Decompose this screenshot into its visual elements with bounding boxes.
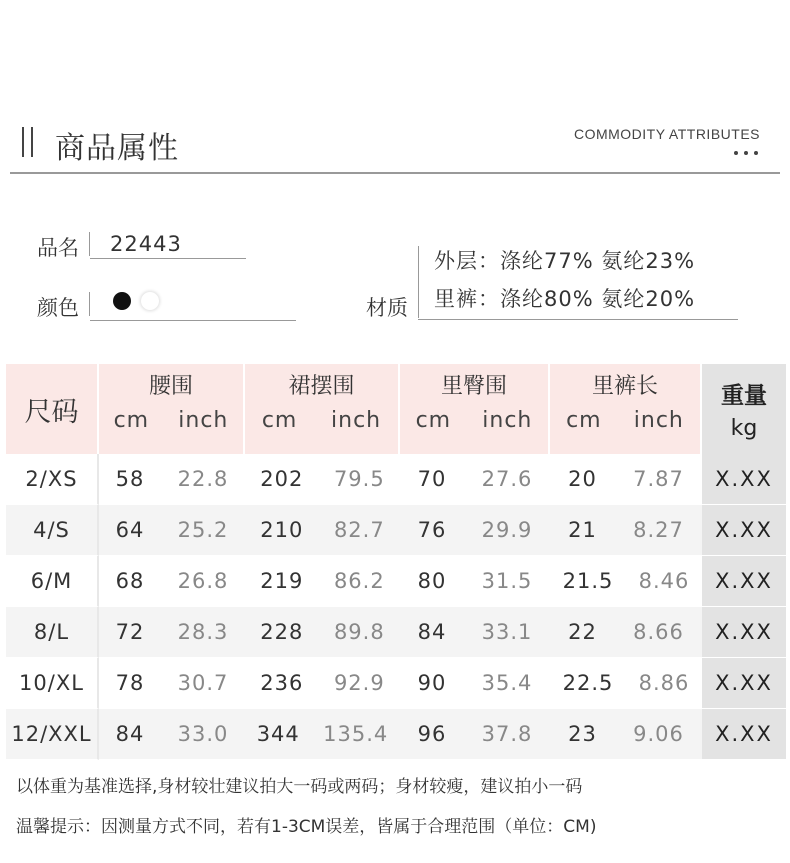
measure-cell bbox=[99, 607, 245, 658]
cm-value: 96 bbox=[417, 722, 447, 746]
measure-cell bbox=[99, 556, 245, 607]
material-label: 材质 bbox=[366, 296, 408, 320]
measure-cell bbox=[99, 454, 245, 505]
measure-cell bbox=[400, 505, 550, 556]
measure-cell bbox=[550, 454, 702, 505]
cm-value: 23 bbox=[568, 722, 597, 746]
size-cell: 4/S bbox=[6, 505, 99, 556]
name-label: 品名 bbox=[37, 236, 79, 260]
white-color-swatch bbox=[141, 292, 159, 310]
table-row bbox=[6, 556, 786, 607]
inner-shorts-length-header: 里裤长 cm inch bbox=[550, 364, 702, 454]
size-cell: 12/XXL bbox=[6, 709, 99, 760]
measure-cell bbox=[245, 607, 400, 658]
size-cell: 6/M bbox=[6, 556, 99, 607]
measurement-tip-note: 温馨提示：因测量方式不同，若有1-3CM误差，皆属于合理范围（单位：CM) bbox=[16, 817, 597, 837]
inch-value: 33.1 bbox=[481, 620, 533, 644]
table-row bbox=[6, 658, 786, 709]
measure-cell bbox=[400, 709, 550, 760]
material-line-lining: 里裤：涤纶80% 氨纶20% bbox=[434, 287, 696, 311]
measure-cell bbox=[99, 658, 245, 709]
weight-cell: X.XX bbox=[702, 505, 786, 556]
cm-value: 68 bbox=[115, 569, 145, 593]
inch-value: 33.0 bbox=[177, 722, 229, 746]
measure-cell bbox=[245, 709, 400, 760]
size-table bbox=[6, 364, 786, 760]
header-divider bbox=[10, 172, 780, 174]
section-subtitle: COMMODITY ATTRIBUTES bbox=[573, 126, 760, 142]
cm-value: 84 bbox=[115, 722, 145, 746]
weight-cell: X.XX bbox=[702, 709, 786, 760]
inch-value: 37.8 bbox=[481, 722, 533, 746]
name-underline bbox=[90, 258, 246, 259]
inch-value: 89.8 bbox=[333, 620, 385, 644]
measure-cell bbox=[550, 505, 702, 556]
inch-value: 35.4 bbox=[481, 671, 533, 695]
cm-value: 72 bbox=[115, 620, 145, 644]
cm-value: 236 bbox=[260, 671, 304, 695]
inner-hip-header: 里臀围 cm inch bbox=[400, 364, 550, 454]
cm-value: 80 bbox=[417, 569, 447, 593]
measure-cell bbox=[400, 658, 550, 709]
cm-value: 90 bbox=[417, 671, 447, 695]
size-advice-note: 以体重为基准选择,身材较壮建议拍大一码或两码；身材较瘦，建议拍小一码 bbox=[16, 777, 583, 797]
name-value: 22443 bbox=[110, 232, 182, 256]
weight-cell: X.XX bbox=[702, 454, 786, 505]
measure-cell bbox=[245, 454, 400, 505]
inch-value: 8.27 bbox=[633, 518, 684, 542]
table-header-row bbox=[6, 364, 786, 454]
more-dots-icon bbox=[734, 151, 760, 157]
inch-value: 30.7 bbox=[177, 671, 229, 695]
material-underline bbox=[418, 319, 738, 320]
inch-value: 82.7 bbox=[333, 518, 385, 542]
cm-value: 70 bbox=[417, 467, 447, 491]
inch-value: 135.4 bbox=[323, 722, 389, 746]
inch-value: 8.86 bbox=[638, 671, 690, 695]
table-row bbox=[6, 607, 786, 658]
measure-cell bbox=[99, 505, 245, 556]
cm-value: 202 bbox=[260, 467, 304, 491]
color-label: 颜色 bbox=[37, 296, 79, 320]
inch-value: 7.87 bbox=[633, 467, 684, 491]
material-divider bbox=[418, 246, 419, 318]
inch-value: 31.5 bbox=[481, 569, 533, 593]
inch-value: 29.9 bbox=[481, 518, 533, 542]
measure-cell bbox=[400, 454, 550, 505]
inch-value: 79.5 bbox=[333, 467, 385, 491]
measure-cell bbox=[245, 556, 400, 607]
waist-header: 腰围 cm inch bbox=[99, 364, 245, 454]
weight-header: 重量 kg bbox=[702, 364, 786, 454]
section-title: 商品属性 bbox=[55, 131, 179, 166]
size-cell: 8/L bbox=[6, 607, 99, 658]
inch-value: 28.3 bbox=[177, 620, 229, 644]
color-divider bbox=[89, 292, 90, 316]
inch-value: 27.6 bbox=[481, 467, 533, 491]
table-row bbox=[6, 454, 786, 505]
weight-cell: X.XX bbox=[702, 658, 786, 709]
cm-value: 228 bbox=[260, 620, 304, 644]
cm-value: 22.5 bbox=[562, 671, 614, 695]
cm-value: 58 bbox=[115, 467, 145, 491]
measure-cell bbox=[400, 607, 550, 658]
cm-value: 21 bbox=[568, 518, 597, 542]
inch-value: 8.46 bbox=[638, 569, 690, 593]
size-cell: 10/XL bbox=[6, 658, 99, 709]
inch-value: 26.8 bbox=[177, 569, 229, 593]
hem-header: 裙摆围 cm inch bbox=[245, 364, 400, 454]
weight-cell: X.XX bbox=[702, 556, 786, 607]
color-underline bbox=[90, 320, 296, 321]
measure-cell bbox=[550, 556, 702, 607]
measure-cell bbox=[245, 658, 400, 709]
inch-value: 8.66 bbox=[633, 620, 684, 644]
measure-cell bbox=[550, 607, 702, 658]
title-bars-icon bbox=[22, 127, 38, 157]
cm-value: 20 bbox=[568, 467, 597, 491]
size-header: 尺码 bbox=[6, 364, 99, 454]
table-row bbox=[6, 505, 786, 556]
inch-value: 86.2 bbox=[333, 569, 385, 593]
weight-cell: X.XX bbox=[702, 607, 786, 658]
inch-value: 25.2 bbox=[177, 518, 229, 542]
cm-value: 84 bbox=[417, 620, 447, 644]
cm-value: 21.5 bbox=[562, 569, 614, 593]
size-cell: 2/XS bbox=[6, 454, 99, 505]
cm-value: 76 bbox=[417, 518, 447, 542]
measure-cell bbox=[550, 709, 702, 760]
cm-value: 344 bbox=[256, 722, 300, 746]
cm-value: 219 bbox=[260, 569, 304, 593]
name-divider bbox=[89, 232, 90, 256]
cm-value: 78 bbox=[115, 671, 145, 695]
cm-value: 210 bbox=[260, 518, 304, 542]
inch-value: 92.9 bbox=[333, 671, 385, 695]
black-color-swatch bbox=[113, 292, 131, 310]
table-row bbox=[6, 709, 786, 760]
material-line-outer: 外层：涤纶77% 氨纶23% bbox=[434, 249, 696, 273]
measure-cell bbox=[99, 709, 245, 760]
cm-value: 64 bbox=[115, 518, 145, 542]
inch-value: 22.8 bbox=[177, 467, 229, 491]
measure-cell bbox=[550, 658, 702, 709]
measure-cell bbox=[400, 556, 550, 607]
cm-value: 22 bbox=[568, 620, 597, 644]
measure-cell bbox=[245, 505, 400, 556]
inch-value: 9.06 bbox=[633, 722, 684, 746]
